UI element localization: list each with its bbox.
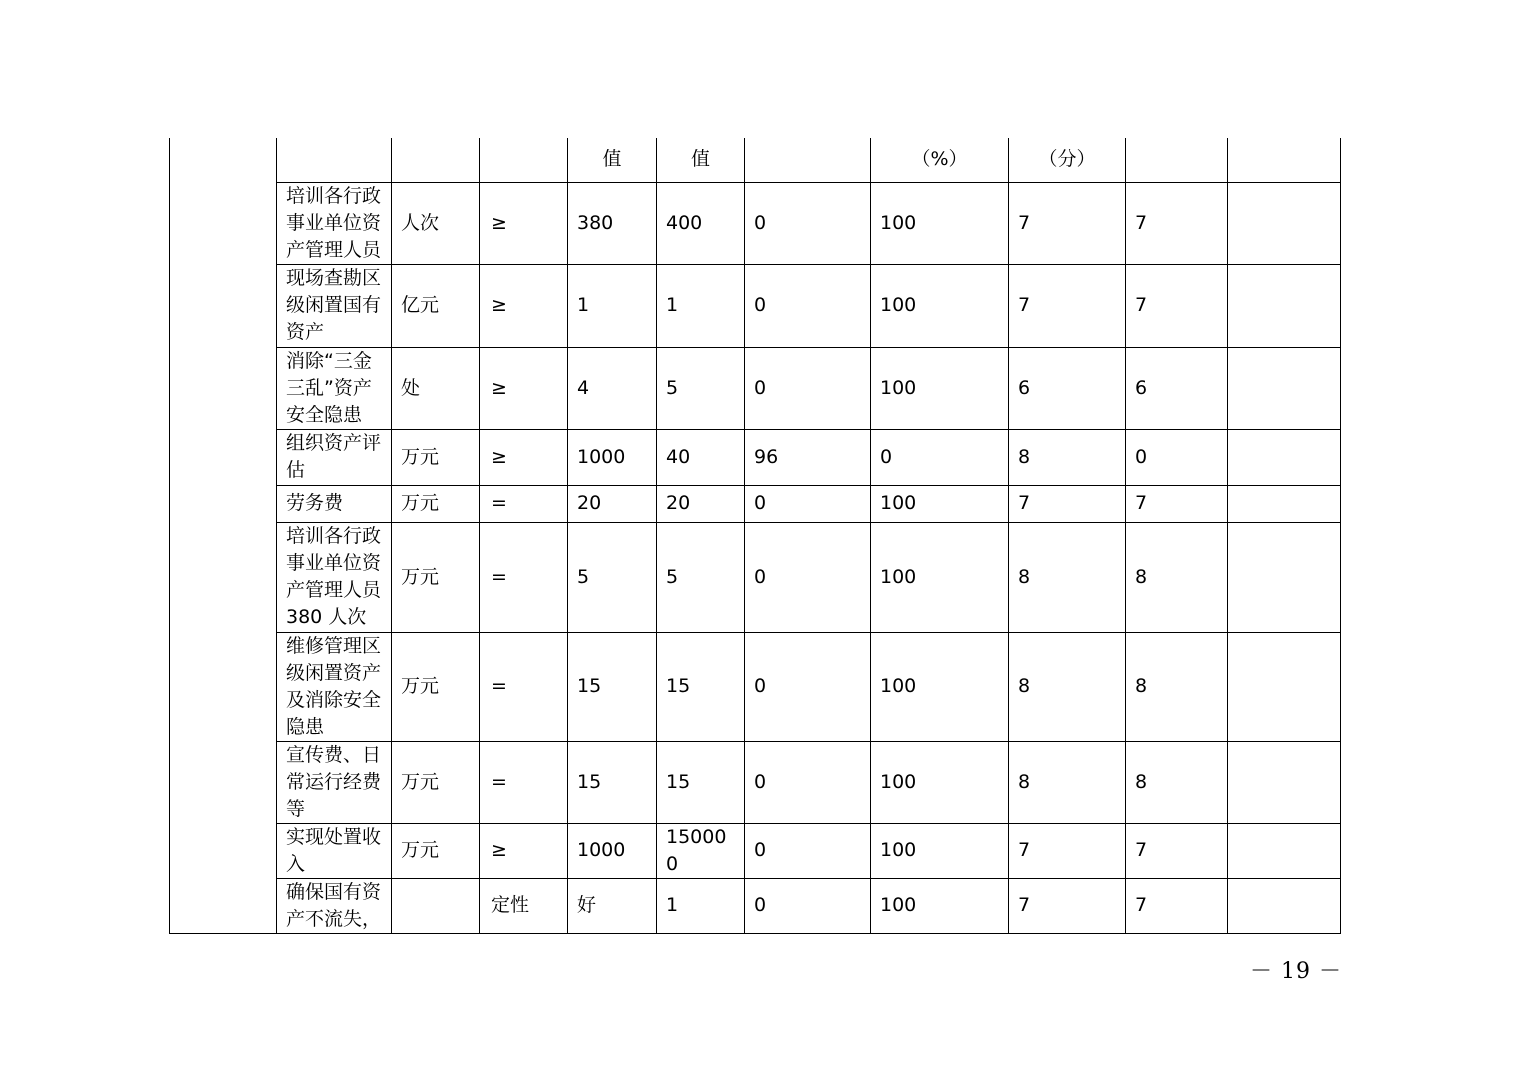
target-cell: 1000 [568,429,657,485]
target-cell: 20 [568,485,657,522]
rate-cell: 100 [871,878,1009,933]
operator-cell: ≥ [480,264,568,347]
target-cell: 1 [568,264,657,347]
weight-cell: 7 [1009,264,1126,347]
unit-cell: 处 [392,347,480,429]
header-unit [392,138,480,182]
header-row [170,138,1341,182]
operator-cell: 定性 [480,878,568,933]
indicator-name: 现场查勘区级闲置国有资产 [277,264,392,347]
unit-cell: 万元 [392,429,480,485]
score-cell: 7 [1126,878,1228,933]
operator-cell: ≥ [480,429,568,485]
note-cell [1228,485,1341,522]
score-cell: 7 [1126,182,1228,264]
indicator-name: 劳务费 [277,485,392,522]
indicator-name: 确保国有资产不流失， [277,878,392,933]
indicator-name: 培训各行政事业单位资产管理人员 [277,182,392,264]
header-col10 [1126,138,1228,182]
unit-cell: 亿元 [392,264,480,347]
actual-cell: 150000 [657,823,745,878]
indicator-name: 实现处置收入 [277,823,392,878]
operator-cell: ≥ [480,347,568,429]
weight-cell: 6 [1009,347,1126,429]
table-row [170,823,1341,878]
indicator-name: 组织资产评估 [277,429,392,485]
category-cell [170,138,277,933]
unit-cell: 万元 [392,522,480,632]
unit-cell: 万元 [392,632,480,741]
note-cell [1228,182,1341,264]
operator-cell: = [480,485,568,522]
deviation-cell: 0 [745,522,871,632]
indicator-name: 宣传费、日常运行经费等 [277,741,392,823]
deviation-cell: 0 [745,878,871,933]
header-rate: （%） [871,138,1009,182]
page-number: － 19 － [1250,959,1342,984]
weight-cell: 7 [1009,182,1126,264]
target-cell: 好 [568,878,657,933]
table-row [170,182,1341,264]
target-cell: 4 [568,347,657,429]
score-cell: 7 [1126,264,1228,347]
table-row [170,741,1341,823]
note-cell [1228,632,1341,741]
table-row [170,878,1341,933]
actual-cell: 20 [657,485,745,522]
header-op [480,138,568,182]
header-score: （分） [1009,138,1126,182]
target-cell: 1000 [568,823,657,878]
header-deviation [745,138,871,182]
note-cell [1228,522,1341,632]
unit-cell: 万元 [392,741,480,823]
actual-cell: 15 [657,632,745,741]
header-target: 值 [568,138,657,182]
target-cell: 15 [568,632,657,741]
deviation-cell: 0 [745,632,871,741]
rate-cell: 100 [871,182,1009,264]
score-cell: 8 [1126,522,1228,632]
unit-cell: 万元 [392,823,480,878]
weight-cell: 8 [1009,632,1126,741]
rate-cell: 100 [871,347,1009,429]
rate-cell: 100 [871,632,1009,741]
score-cell: 6 [1126,347,1228,429]
rate-cell: 100 [871,823,1009,878]
header-col11 [1228,138,1341,182]
operator-cell: = [480,522,568,632]
score-cell: 0 [1126,429,1228,485]
note-cell [1228,741,1341,823]
weight-cell: 7 [1009,485,1126,522]
rate-cell: 100 [871,485,1009,522]
table-row [170,429,1341,485]
table-row [170,522,1341,632]
weight-cell: 8 [1009,741,1126,823]
score-cell: 7 [1126,485,1228,522]
rate-cell: 100 [871,522,1009,632]
table-row [170,485,1341,522]
actual-cell: 1 [657,878,745,933]
header-actual: 值 [657,138,745,182]
weight-cell: 8 [1009,429,1126,485]
weight-cell: 7 [1009,823,1126,878]
indicator-name: 消除“三金三乱”资产安全隐患 [277,347,392,429]
unit-cell [392,878,480,933]
rate-cell: 100 [871,741,1009,823]
actual-cell: 400 [657,182,745,264]
note-cell [1228,264,1341,347]
note-cell [1228,429,1341,485]
indicator-name: 培训各行政事业单位资产管理人员380 人次 [277,522,392,632]
indicator-name: 维修管理区级闲置资产及消除安全隐患 [277,632,392,741]
table-row [170,264,1341,347]
operator-cell: ≥ [480,823,568,878]
weight-cell: 8 [1009,522,1126,632]
actual-cell: 15 [657,741,745,823]
actual-cell: 40 [657,429,745,485]
target-cell: 15 [568,741,657,823]
unit-cell: 万元 [392,485,480,522]
operator-cell: = [480,741,568,823]
score-cell: 7 [1126,823,1228,878]
note-cell [1228,878,1341,933]
header-indicator [277,138,392,182]
rate-cell: 100 [871,264,1009,347]
deviation-cell: 0 [745,485,871,522]
score-cell: 8 [1126,632,1228,741]
operator-cell: ≥ [480,182,568,264]
deviation-cell: 0 [745,823,871,878]
table-row [170,347,1341,429]
actual-cell: 1 [657,264,745,347]
unit-cell: 人次 [392,182,480,264]
rate-cell: 0 [871,429,1009,485]
actual-cell: 5 [657,522,745,632]
deviation-cell: 0 [745,264,871,347]
target-cell: 5 [568,522,657,632]
operator-cell: = [480,632,568,741]
note-cell [1228,347,1341,429]
note-cell [1228,823,1341,878]
deviation-cell: 0 [745,741,871,823]
weight-cell: 7 [1009,878,1126,933]
target-cell: 380 [568,182,657,264]
deviation-cell: 0 [745,347,871,429]
deviation-cell: 96 [745,429,871,485]
table-row [170,632,1341,741]
score-cell: 8 [1126,741,1228,823]
performance-table [169,138,1341,934]
actual-cell: 5 [657,347,745,429]
deviation-cell: 0 [745,182,871,264]
